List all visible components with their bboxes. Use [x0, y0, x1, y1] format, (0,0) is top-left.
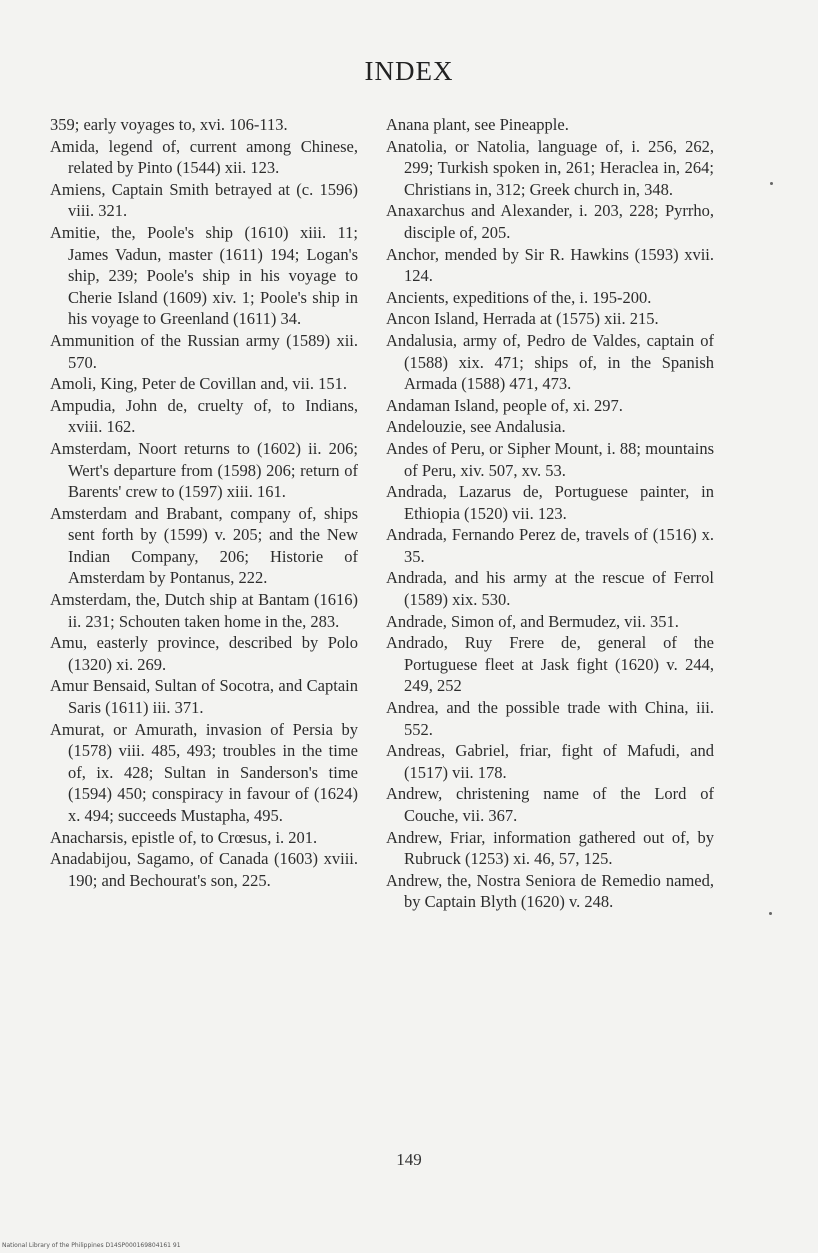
index-column-left	[50, 114, 358, 891]
index-entry: Amoli, King, Peter de Covillan and, vii. 151.	[50, 374, 347, 394]
index-entry: Andrew, the, Nostra Seniora de Remedio named, by Captain Blyth (1620) v. 248.	[386, 870, 714, 912]
index-entry: Andrew, christening name of the Lord of Couche, vii. 367.	[386, 784, 714, 825]
index-entry: Amiens, Captain Smith betrayed at (c. 1596) viii. 321.	[50, 179, 358, 221]
index-entry: Andaman Island, people of, xi. 297.	[386, 395, 623, 415]
index-entry: Andalusia, army of, Pedro de Valdes, captain of (1588) xix. 471; ships of, in the Spanish Armada (1588) 471, 473.	[386, 330, 714, 394]
index-entry: Andelouzie, see Andalusia.	[386, 417, 566, 437]
speck-mark	[769, 912, 772, 915]
index-entry: Anana plant, see Pineapple.	[386, 115, 569, 134]
index-entry: Amida, legend of, current among Chinese, related by Pinto (1544) xii. 123.	[50, 136, 358, 178]
index-entry: Ammunition of the Russian army (1589) xii. 570.	[50, 330, 358, 372]
index-entry: Anchor, mended by Sir R. Hawkins (1593) xvii. 124.	[386, 244, 714, 286]
index-entry: Andreas, Gabriel, friar, fight of Mafudi, and (1517) vii. 178.	[386, 741, 714, 782]
index-entry: Anatolia, or Natolia, language of, i. 256, 262, 299; Turkish spoken in, 261; Heraclea in, 264; Christians in, 312; Greek church in, 348.	[386, 136, 714, 199]
index-entry: Anadabijou, Sagamo, of Canada (1603) xviii. 190; and Bechourat's son, 225.	[50, 849, 358, 890]
speck-mark	[770, 182, 773, 185]
page-number: 149	[396, 1150, 422, 1169]
index-entry: Anacharsis, epistle of, to Crœsus, i. 201.	[50, 827, 318, 847]
index-column-right	[386, 114, 714, 913]
index-entry: Andrado, Ruy Frere de, general of the Portuguese fleet at Jask fight (1620) v. 244, 249, 252	[386, 633, 714, 696]
index-entry: Andrade, Simon of, and Bermudez, vii. 351.	[386, 611, 679, 631]
index-entry: Amsterdam, the, Dutch ship at Bantam (1616) ii. 231; Schouten taken home in the, 283.	[50, 590, 358, 631]
index-entry: Andrada, Lazarus de, Portuguese painter, in Ethiopia (1520) vii. 123.	[386, 482, 714, 523]
index-entry: Andrada, Fernando Perez de, travels of (1516) x. 35.	[386, 525, 714, 566]
index-entry: Amitie, the, Poole's ship (1610) xiii. 11; James Vadun, master (1611) 194; Logan's ship, 239; Poole's ship in his voyage to Cherie Island (1609) xiv. 1; Poole's ship in his voyage to Greenland (1611) 34.	[50, 222, 358, 329]
index-entry: Andrea, and the possible trade with China, iii. 552.	[386, 698, 714, 739]
index-entry: Amur Bensaid, Sultan of Socotra, and Captain Saris (1611) iii. 371.	[50, 676, 358, 718]
index-entry: Ancients, expeditions of the, i. 195-200.	[386, 287, 652, 307]
index-entry: Andrada, and his army at the rescue of Ferrol (1589) xix. 530.	[386, 568, 714, 610]
index-entry: Amu, easterly province, described by Polo (1320) xi. 269.	[50, 633, 358, 674]
page-title: INDEX	[364, 56, 454, 86]
index-entry: Ancon Island, Herrada at (1575) xii. 215.	[386, 309, 659, 329]
index-entry: Amurat, or Amurath, invasion of Persia by (1578) viii. 485, 493; troubles in the time of, ix. 428; Sultan in Sanderson's time (1594) 450; conspiracy in favour of (1624) x. 494; succeeds Mustapha, 495.	[50, 719, 358, 825]
index-entry: Amsterdam, Noort returns to (1602) ii. 206; Wert's departure from (1598) 206; return of Barents' crew to (1597) xiii. 161.	[50, 438, 358, 502]
index-entry: 359; early voyages to, xvi. 106-113.	[50, 115, 288, 134]
footer-credit: National Library of the Philippines D14SP000169804161 91	[2, 1242, 181, 1249]
index-entry: Anaxarchus and Alexander, i. 203, 228; Pyrrho, disciple of, 205.	[386, 201, 714, 242]
index-entry: Andrew, Friar, information gathered out of, by Rubruck (1253) xi. 46, 57, 125.	[386, 827, 714, 869]
index-entry: Andes of Peru, or Sipher Mount, i. 88; mountains of Peru, xiv. 507, xv. 53.	[386, 438, 714, 480]
index-entry: Amsterdam and Brabant, company of, ships sent forth by (1599) v. 205; and the New Indian Company, 206; Historie of Amsterdam by Pontanus, 222.	[50, 503, 358, 588]
index-entry: Ampudia, John de, cruelty of, to Indians, xviii. 162.	[50, 395, 358, 437]
